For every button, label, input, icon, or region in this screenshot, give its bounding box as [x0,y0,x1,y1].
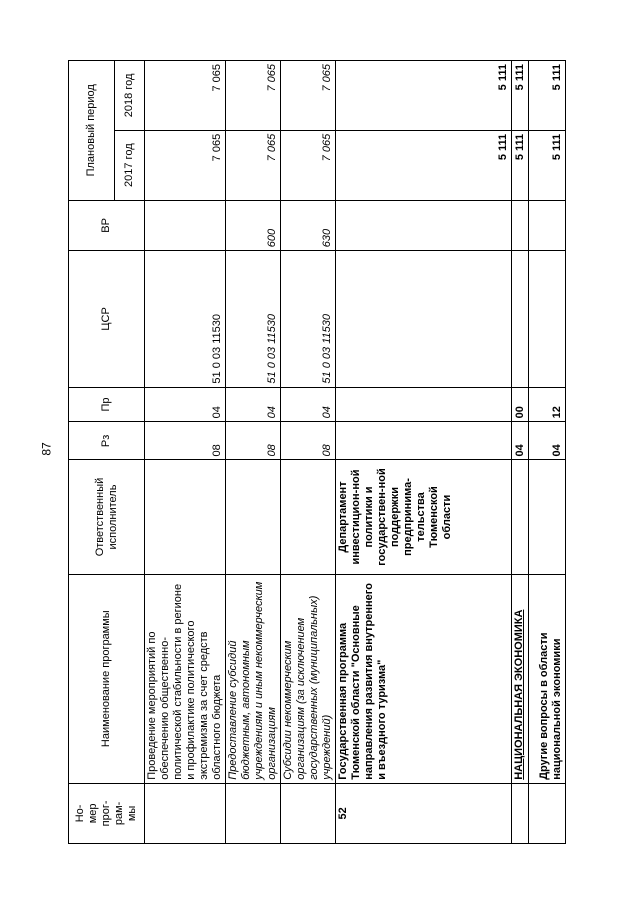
header-program-number: Но- мер прог- рам- мы [69,783,145,843]
rotated-table-wrapper [68,60,563,844]
row-rz-cell [336,422,512,460]
row-vr-cell [529,200,566,251]
row-vr-cell [336,200,512,251]
row-pr-cell: 04 [226,387,281,422]
header-vr: ВР [69,200,145,251]
header-planned-period: Плановый период [69,61,115,201]
row-pr-cell: 12 [529,387,566,422]
header-responsible-executor: Ответственный исполнитель [69,460,145,574]
row-2017-cell: 7 065 [281,130,336,200]
row-vr-cell [145,200,226,251]
row-rz-cell: 04 [512,422,529,460]
row-pr-cell [336,387,512,422]
row-executor-cell [226,460,281,574]
row-2018-cell: 5 111 [529,61,566,131]
row-csr-cell: 51 0 03 11530 [281,251,336,387]
row-executor-cell [281,460,336,574]
row-csr-cell [529,251,566,387]
row-number-cell: 52 [336,783,512,843]
row-csr-cell: 51 0 03 11530 [145,251,226,387]
row-2017-cell: 5 111 [529,130,566,200]
row-executor-cell [512,460,529,574]
row-vr-cell: 630 [281,200,336,251]
page-number: 87 [39,442,54,456]
header-pr: Пр [69,387,145,422]
row-executor-cell [529,460,566,574]
row-number-cell [226,783,281,843]
row-2018-cell: 5 111 [336,61,512,131]
header-year-2018: 2018 год [115,61,145,131]
row-pr-cell: 04 [281,387,336,422]
row-2017-cell: 7 065 [226,130,281,200]
row-name-cell: Государственная программа Тюменской области "Основные направления развития внутреннего и въездного туризма" [336,574,512,783]
row-2018-cell: 5 111 [512,61,529,131]
row-number-cell [145,783,226,843]
row-csr-cell: 51 0 03 11530 [226,251,281,387]
row-rz-cell: 04 [529,422,566,460]
row-pr-cell: 00 [512,387,529,422]
row-pr-cell: 04 [145,387,226,422]
row-executor-cell [145,460,226,574]
row-vr-cell: 600 [226,200,281,251]
row-2017-cell: 7 065 [145,130,226,200]
row-number-cell [512,783,529,843]
table-row [336,61,512,844]
row-number-cell [281,783,336,843]
table-row [145,61,226,844]
header-rz: Рз [69,422,145,460]
row-number-cell [529,783,566,843]
row-name-cell: НАЦИОНАЛЬНАЯ ЭКОНОМИКА [512,574,529,783]
row-rz-cell: 08 [226,422,281,460]
row-csr-cell [336,251,512,387]
table-row [512,61,529,844]
row-rz-cell: 08 [145,422,226,460]
row-name-cell: Субсидии некоммерческим организациям (за исключением государственных (муниципальных) учреждений) [281,574,336,783]
table-row [529,61,566,844]
row-executor-cell: Департамент инвестицион-ной политики и государствен-ной поддержки предпринима-тельства Тюменской области [336,460,512,574]
row-2017-cell: 5 111 [512,130,529,200]
row-2018-cell: 7 065 [145,61,226,131]
row-csr-cell [512,251,529,387]
table-row [226,61,281,844]
row-2017-cell: 5 111 [336,130,512,200]
header-csr: ЦСР [69,251,145,387]
row-name-cell: Предоставление субсидий бюджетным, автономным учреждениям и иным некоммерческим организациям [226,574,281,783]
row-name-cell: Другие вопросы в области национальной экономики [529,574,566,783]
row-name-cell: Проведение мероприятий по обеспечению общественно-политической стабильности в регионе и профилактике политического экстремизма за счет средств областного бюджета [145,574,226,783]
header-year-2017: 2017 год [115,130,145,200]
row-2018-cell: 7 065 [281,61,336,131]
header-program-name: Наименование программы [69,574,145,783]
program-table [68,60,566,844]
row-2018-cell: 7 065 [226,61,281,131]
row-vr-cell [512,200,529,251]
row-rz-cell: 08 [281,422,336,460]
table-row [281,61,336,844]
